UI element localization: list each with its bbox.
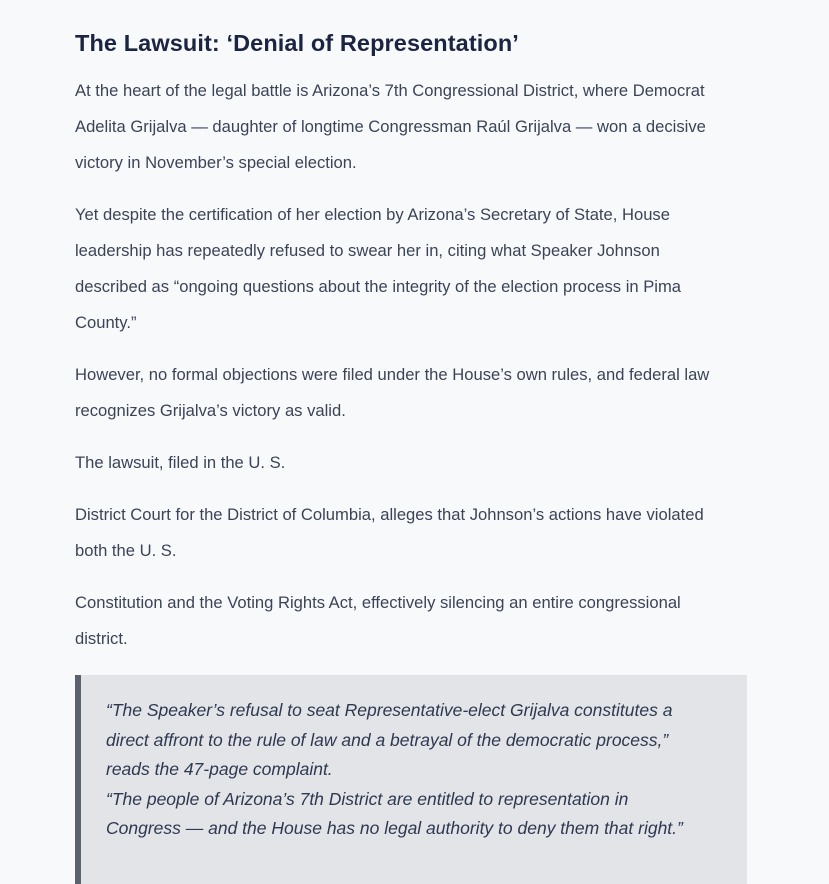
article xyxy=(75,0,747,884)
article-heading: The Lawsuit: ‘Denial of Representation’ xyxy=(75,30,519,56)
article-paragraph: District Court for the District of Columbia, alleges that Johnson’s actions have violated both the U. S. xyxy=(75,505,704,560)
pull-quote-paragraph: “The Speaker’s refusal to seat Representative-elect Grijalva constitutes a direct affront to the rule of law and a betrayal of the democratic process,” reads the 47-page complaint. xyxy=(106,700,673,779)
pull-quote xyxy=(75,675,747,884)
pull-quote-paragraph: “The people of Arizona’s 7th District are entitled to representation in Congress — and the House has no legal authority to deny them that right.” xyxy=(106,788,683,838)
article-paragraph: At the heart of the legal battle is Arizona’s 7th Congressional District, where Democrat Adelita Grijalva — daughter of longtime Congressman Raúl Grijalva — won a decisive victory in November’s special election. xyxy=(75,81,706,172)
article-paragraph: Yet despite the certification of her election by Arizona’s Secretary of State, House leadership has repeatedly refused to swear her in, citing what Speaker Johnson described as “ongoing questions about the integrity of the election process in Pima County.” xyxy=(75,205,682,332)
article-paragraph: Constitution and the Voting Rights Act, effectively silencing an entire congressional district. xyxy=(75,593,681,648)
article-paragraph: The lawsuit, filed in the U. S. xyxy=(75,453,286,472)
article-paragraph: However, no formal objections were filed under the House’s own rules, and federal law recognizes Grijalva’s victory as valid. xyxy=(75,365,710,420)
